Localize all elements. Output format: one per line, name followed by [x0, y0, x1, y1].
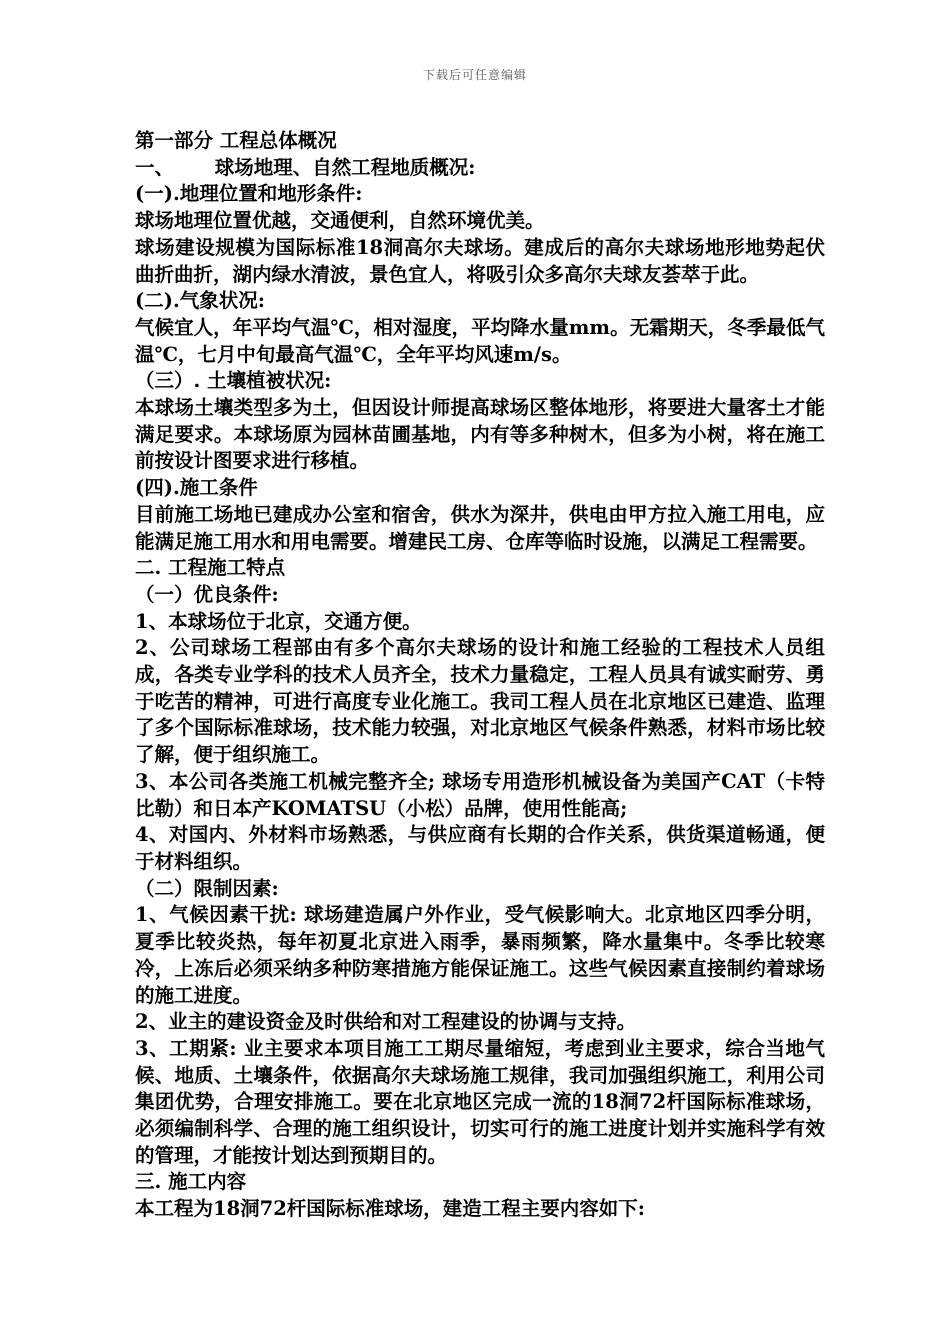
paragraph: 球场地理位置优越，交通便利，自然环境优美。	[135, 209, 545, 233]
paragraph: 本工程为18洞72杆国际标准球场，建造工程主要内容如下:	[135, 1197, 645, 1221]
list-item: 3、工期紧: 业主要求本项目施工工期尽量缩短，考虑到业主要求，综合当地气候、地质、土壤条件，依据高尔夫球场施工规律，我司加强组织施工，利用公司集团优势，合理安排施工。要在北京地区完成一流的18洞72杆国际标准球场，必须编制科学、合理的施工组织设计，切实可行的施工进度计划并实施科学有效的管理，才能按计划达到预期目的。	[135, 1036, 825, 1167]
paragraph: 球场建设规模为国际标准18洞高尔夫球场。建成后的高尔夫球场地形地势起伏曲折曲折，湖内绿水清波，景色宜人，将吸引众多高尔夫球友荟萃于此。	[135, 235, 825, 286]
section-title: 第一部分 工程总体概况	[135, 129, 337, 152]
subheading: （一）优良条件:	[135, 582, 279, 606]
list-item: 1、气候因素干扰: 球场建造属户外作业，受气候影响大。北京地区四季分明，夏季比较炎热，每年初夏北京进入雨季，暴雨频繁，降水量集中。冬季比较寒冷，上冻后必须采纳多种防寒措施方能保证施工。这些气候因素直接制约着球场的施工进度。	[135, 903, 825, 1007]
heading-3: 三. 施工内容	[135, 1170, 247, 1194]
heading-1: 一、 球场地理、自然工程地质概况:	[135, 155, 476, 179]
heading-2: 二. 工程施工特点	[135, 556, 286, 580]
subheading: (二).气象状况:	[135, 289, 265, 313]
header-note: 下载后可任意编辑	[422, 68, 527, 82]
paragraph: 目前施工场地已建成办公室和宿舍，供水为深井，供电由甲方拉入施工用电，应能满足施工用水和用电需要。增建民工房、仓库等临时设施，以满足工程需要。	[135, 502, 825, 553]
list-item: 2、公司球场工程部由有多个高尔夫球场的设计和施工经验的工程技术人员组成，各类专业学科的技术人员齐全，技术力量稳定，工程人员具有诚实耐劳、勇于吃苦的精神，可进行高度专业化施工。我司工程人员在北京地区已建造、监理了多个国际标准球场，技术能力较强，对北京地区气候条件熟悉，材料市场比较了解，便于组织施工。	[135, 636, 825, 767]
subheading: （三）. 土壤植被状况:	[135, 369, 332, 393]
subheading: (四).施工条件	[135, 476, 258, 500]
subheading: (一).地理位置和地形条件:	[135, 182, 363, 206]
list-item: 4、对国内、外材料市场熟悉，与供应商有长期的合作关系，供货渠道畅通，便于材料组织。	[135, 823, 825, 873]
list-item: 3、本公司各类施工机械完整齐全; 球场专用造形机械设备为美国产CAT（卡特比勒）和日本产KOMATSU（小松）品牌，使用性能高;	[135, 769, 825, 820]
list-item: 1、本球场位于北京，交通方便。	[135, 609, 422, 633]
paragraph: 本球场土壤类型多为土，但因设计师提高球场区整体地形，将要进大量客土才能满足要求。本球场原为园林苗圃基地，内有等多种树木，但多为小树，将在施工前按设计图要求进行移植。	[135, 396, 825, 473]
document-body	[135, 128, 825, 1223]
subheading: （二）限制因素:	[135, 876, 279, 900]
list-item: 2、业主的建设资金及时供给和对工程建设的协调与支持。	[135, 1010, 637, 1034]
paragraph: 气候宜人，年平均气温℃，相对湿度，平均降水量mm。无霜期天，冬季最低气温℃，七月中旬最高气温℃，全年平均风速m/s。	[135, 315, 825, 366]
